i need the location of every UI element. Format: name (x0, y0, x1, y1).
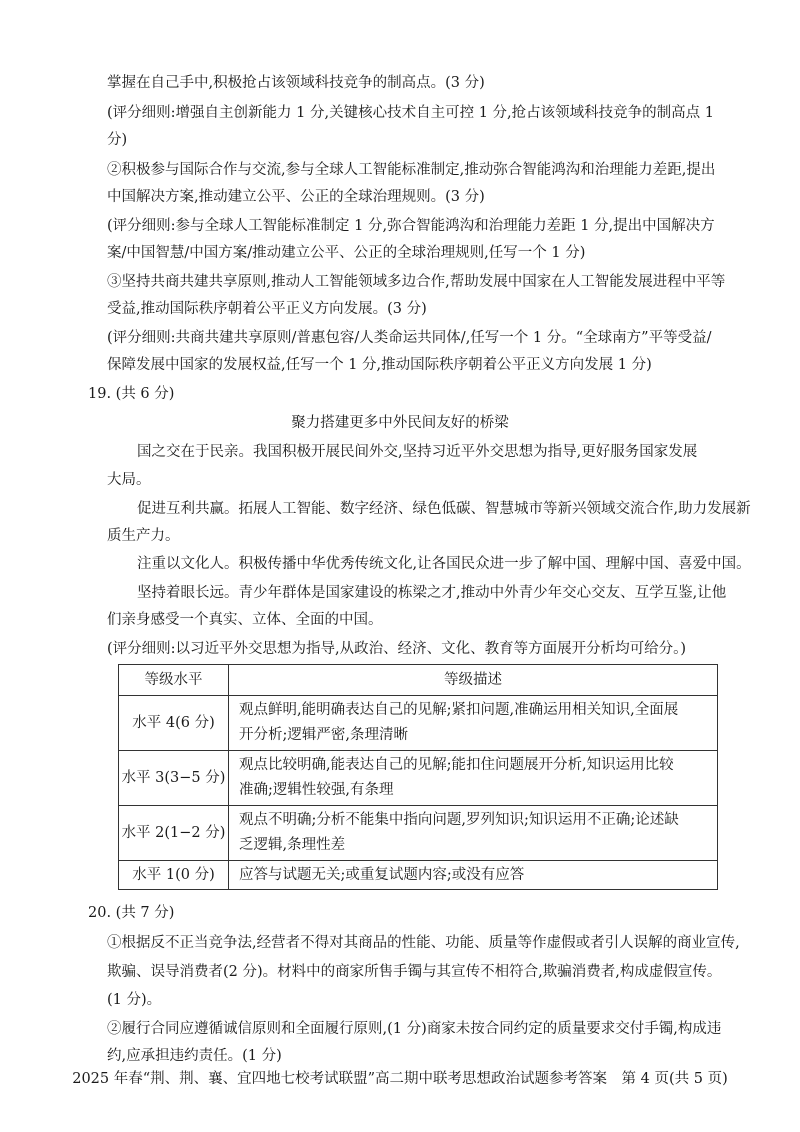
q18-scoring-3-cont: 保障发展中国家的发展权益,任写一个 1 分,推动国际秩序朝着公平正义方向发展 1 分) (107, 357, 652, 373)
q20-point-2: ②履行合同应遵循诚信原则和全面履行原则,(1 分)商家未按合同约定的质量要求交付手镯,构成违 (107, 1021, 722, 1037)
q19-para-2-cont: 质生产力。 (107, 528, 180, 544)
q19-essay-title: 聚力搭建更多中外民间友好的桥梁 (291, 415, 509, 431)
desc-line: 准确;逻辑性较强,有条理 (239, 782, 394, 798)
q18-scoring-3: (评分细则:共商共建共享原则/普惠包容/人类命运共同体/,任写一个 1 分。“全球南方”平等受益/ (107, 330, 712, 346)
q18-point-2-cont: 中国解决方案,推动建立公平、公正的全球治理规则。(3 分) (107, 189, 485, 205)
level-cell: 水平 1(0 分) (119, 861, 229, 890)
q19-para-1: 国之交在于民亲。我国积极开展民间外交,坚持习近平外交思想为指导,更好服务国家发展 (137, 444, 698, 460)
desc-cell (229, 696, 718, 751)
table-row (119, 696, 718, 751)
q18-point-3-cont: 受益,推动国际秩序朝着公平正义方向发展。(3 分) (107, 301, 427, 317)
page-footer: 2025 年春“荆、荆、襄、宜四地七校考试联盟”高二期中联考思想政治试题参考答案 第 4 页(共 5 页) (72, 1071, 728, 1087)
q18-line-1: 掌握在自己手中,积极抢占该领域科技竞争的制高点。(3 分) (107, 75, 485, 91)
grade-level-table (118, 664, 718, 890)
desc-line: 观点鲜明,能明确表达自己的见解;紧扣问题,准确运用相关知识,全面展 (239, 702, 679, 718)
table-header-desc: 等级描述 (229, 665, 718, 696)
level-cell: 水平 4(6 分) (119, 696, 229, 751)
table-row (119, 751, 718, 806)
level-cell: 水平 2(1−2 分) (119, 806, 229, 861)
q20-number: 20. (共 7 分) (88, 905, 175, 921)
q20-point-1: ①根据反不正当竞争法,经营者不得对其商品的性能、功能、质量等作虚假或者引人误解的商业宣传, (107, 935, 740, 951)
q19-number: 19. (共 6 分) (88, 386, 175, 402)
table-header-row (119, 665, 718, 696)
q20-point-2-cont: 约,应承担违约责任。(1 分) (107, 1048, 282, 1064)
desc-line: 乏逻辑,条理性差 (239, 837, 346, 853)
desc-line: 观点比较明确,能表达自己的见解;能扣住问题展开分析,知识运用比较 (239, 757, 674, 773)
q18-point-3: ③坚持共商共建共享原则,推动人工智能领域多边合作,帮助发展中国家在人工智能发展进程中平等 (107, 274, 726, 290)
q19-para-4: 坚持着眼长远。青少年群体是国家建设的栋梁之才,推动中外青少年交心交友、互学互鉴,让他 (137, 585, 727, 601)
q18-scoring-1: (评分细则:增强自主创新能力 1 分,关键核心技术自主可控 1 分,抢占该领域科技竞争的制高点 1 (107, 105, 714, 121)
q20-point-1-end: (1 分)。 (107, 992, 162, 1008)
table-row (119, 861, 718, 890)
desc-line: 开分析;逻辑严密,条理清晰 (239, 727, 408, 743)
desc-cell (229, 806, 718, 861)
q19-scoring: (评分细则:以习近平外交思想为指导,从政治、经济、文化、教育等方面展开分析均可给分。) (107, 641, 687, 657)
q19-para-4-cont: 们亲身感受一个真实、立体、全面的中国。 (107, 612, 383, 628)
desc-line: 观点不明确;分析不能集中指向问题,罗列知识;知识运用不正确;论述缺 (239, 812, 679, 828)
q18-scoring-2-cont: 案/中国智慧/中国方案/推动建立公平、公正的全球治理规则,任写一个 1 分) (107, 245, 586, 261)
q19-para-2: 促进互利共赢。拓展人工智能、数字经济、绿色低碳、智慧城市等新兴领域交流合作,助力发展新 (137, 501, 751, 517)
desc-cell: 应答与试题无关;或重复试题内容;或没有应答 (229, 861, 718, 890)
level-cell: 水平 3(3−5 分) (119, 751, 229, 806)
table-header-level: 等级水平 (119, 665, 229, 696)
q19-para-1-cont: 大局。 (107, 472, 151, 488)
q18-point-2: ②积极参与国际合作与交流,参与全球人工智能标准制定,推动弥合智能鸿沟和治理能力差距,提出 (107, 162, 716, 178)
table-row (119, 806, 718, 861)
q18-scoring-2: (评分细则:参与全球人工智能标准制定 1 分,弥合智能鸿沟和治理能力差距 1 分,提出中国解决方 (107, 218, 715, 234)
q19-para-3: 注重以文化人。积极传播中华优秀传统文化,让各国民众进一步了解中国、理解中国、喜爱中国。 (137, 556, 751, 572)
desc-cell (229, 751, 718, 806)
q20-point-1-cont: 欺骗、误导消费者(2 分)。材料中的商家所售手镯与其宣传不相符合,欺骗消费者,构成虚假宣传。 (107, 964, 722, 980)
q18-scoring-1-cont: 分) (107, 132, 128, 148)
